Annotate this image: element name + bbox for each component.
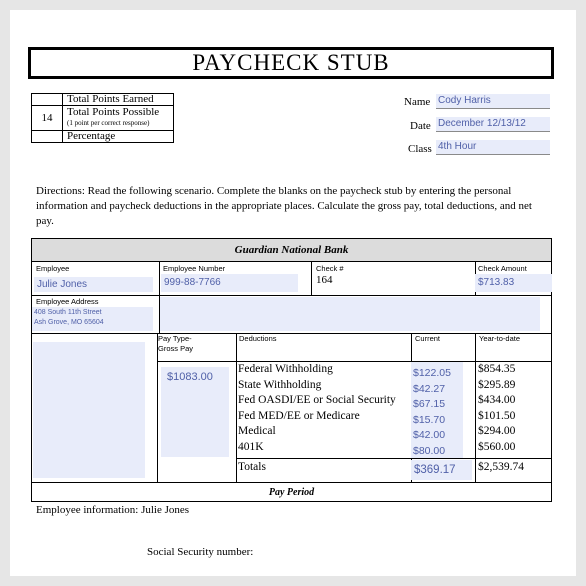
pay-period-label: Pay Period	[268, 486, 315, 498]
current-amount: $42.27	[413, 382, 446, 395]
deduction-name: Fed OASDI/EE or Social Security	[238, 394, 396, 406]
check-number-value: 164	[316, 274, 333, 286]
ytd-amount: $295.89	[478, 378, 516, 391]
bank-name: Guardian National Bank	[234, 244, 349, 256]
address-extra-field[interactable]	[160, 297, 540, 331]
divider	[31, 333, 552, 334]
worksheet-page	[10, 10, 576, 576]
divider	[157, 333, 158, 482]
deduction-name: Fed MED/EE or Medicare	[238, 409, 360, 422]
ytd-label: Year-to-date	[479, 334, 521, 343]
check-number-label: Check #	[316, 264, 344, 273]
ytd-amount: $434.00	[478, 394, 516, 406]
name-label: Name	[404, 96, 431, 108]
points-earned-value[interactable]	[32, 94, 63, 106]
gross-pay-field[interactable]: $1083.00	[161, 367, 229, 457]
employee-information-line	[36, 504, 189, 516]
ytd-list	[478, 362, 515, 455]
address-line-1: 408 South 11th Street	[34, 309, 102, 316]
points-possible-cell	[63, 106, 174, 131]
divider	[31, 295, 552, 296]
deduction-name: 401K	[238, 440, 264, 453]
percentage-value[interactable]	[32, 131, 63, 143]
current-amount: $15.70	[413, 413, 446, 426]
bank-header	[32, 239, 551, 261]
ytd-amount: $560.00	[478, 440, 516, 453]
ytd-amount: $294.00	[478, 425, 516, 437]
percentage-label: Percentage	[63, 131, 174, 143]
date-label: Date	[410, 120, 431, 132]
current-label: Current	[415, 334, 441, 343]
title-box	[28, 47, 554, 79]
current-amounts-field[interactable]	[411, 362, 463, 458]
current-amount: $122.05	[413, 367, 451, 379]
divider	[159, 261, 160, 295]
divider	[236, 333, 237, 482]
blank-field[interactable]	[33, 342, 145, 478]
ytd-amount: $101.50	[478, 409, 516, 422]
divider	[236, 458, 552, 459]
address-line-2: Ash Grove, MO 65604	[34, 319, 104, 326]
deduction-name: State Withholding	[238, 378, 322, 391]
address-label: Employee Address	[36, 297, 99, 306]
deductions-label: Deductions	[239, 334, 277, 343]
ytd-amount: $854.35	[478, 363, 516, 375]
current-amount: $67.15	[413, 398, 446, 410]
totals-ytd: $2,539.74	[478, 461, 524, 473]
current-amount: $42.00	[413, 429, 446, 441]
address-field[interactable]	[32, 307, 153, 331]
check-amount-label: Check Amount	[478, 264, 527, 273]
directions-text: Directions: Read the following scenario. Complete the blanks on the paycheck stub by entering the personal information and paycheck deductions in the appropriate places. Calculate the gross pay, total deductions, and net pay.	[36, 185, 532, 227]
deduction-name: Federal Withholding	[238, 363, 333, 375]
class-label: Class	[408, 143, 432, 155]
deductions-list	[238, 362, 396, 455]
employee-field[interactable]: Julie Jones	[34, 277, 153, 292]
pay-period-row	[32, 483, 551, 501]
page-title: PAYCHECK STUB	[192, 50, 390, 75]
points-possible-note: (1 point per correct response)	[67, 119, 150, 127]
divider	[31, 261, 552, 262]
points-earned-label: Total Points Earned	[63, 94, 174, 106]
divider	[475, 333, 476, 482]
employee-information-value[interactable]: Julie Jones	[141, 504, 190, 516]
check-amount-field[interactable]: $713.83	[475, 274, 552, 292]
points-table	[31, 93, 174, 143]
totals-current-field[interactable]: $369.17	[411, 460, 472, 480]
name-field[interactable]: Cody Harris	[436, 94, 550, 109]
divider	[311, 261, 312, 295]
employee-information-label: Employee information:	[36, 504, 139, 516]
employee-label: Employee	[36, 264, 70, 273]
employee-number-field[interactable]: 999-88-7766	[161, 274, 298, 292]
date-field[interactable]: December 12/13/12	[436, 117, 550, 132]
class-field[interactable]: 4th Hour	[436, 140, 550, 155]
employee-number-label: Employee Number	[163, 264, 226, 273]
current-amount: $80.00	[413, 444, 446, 457]
points-possible-value[interactable]: 14	[32, 106, 63, 131]
totals-label: Totals	[238, 461, 266, 473]
deduction-name: Medical	[238, 425, 276, 437]
pay-type-label: Pay Type- Gross Pay	[158, 334, 194, 353]
points-possible-label: Total Points Possible	[67, 106, 160, 118]
ssn-label: Social Security number:	[147, 546, 254, 558]
